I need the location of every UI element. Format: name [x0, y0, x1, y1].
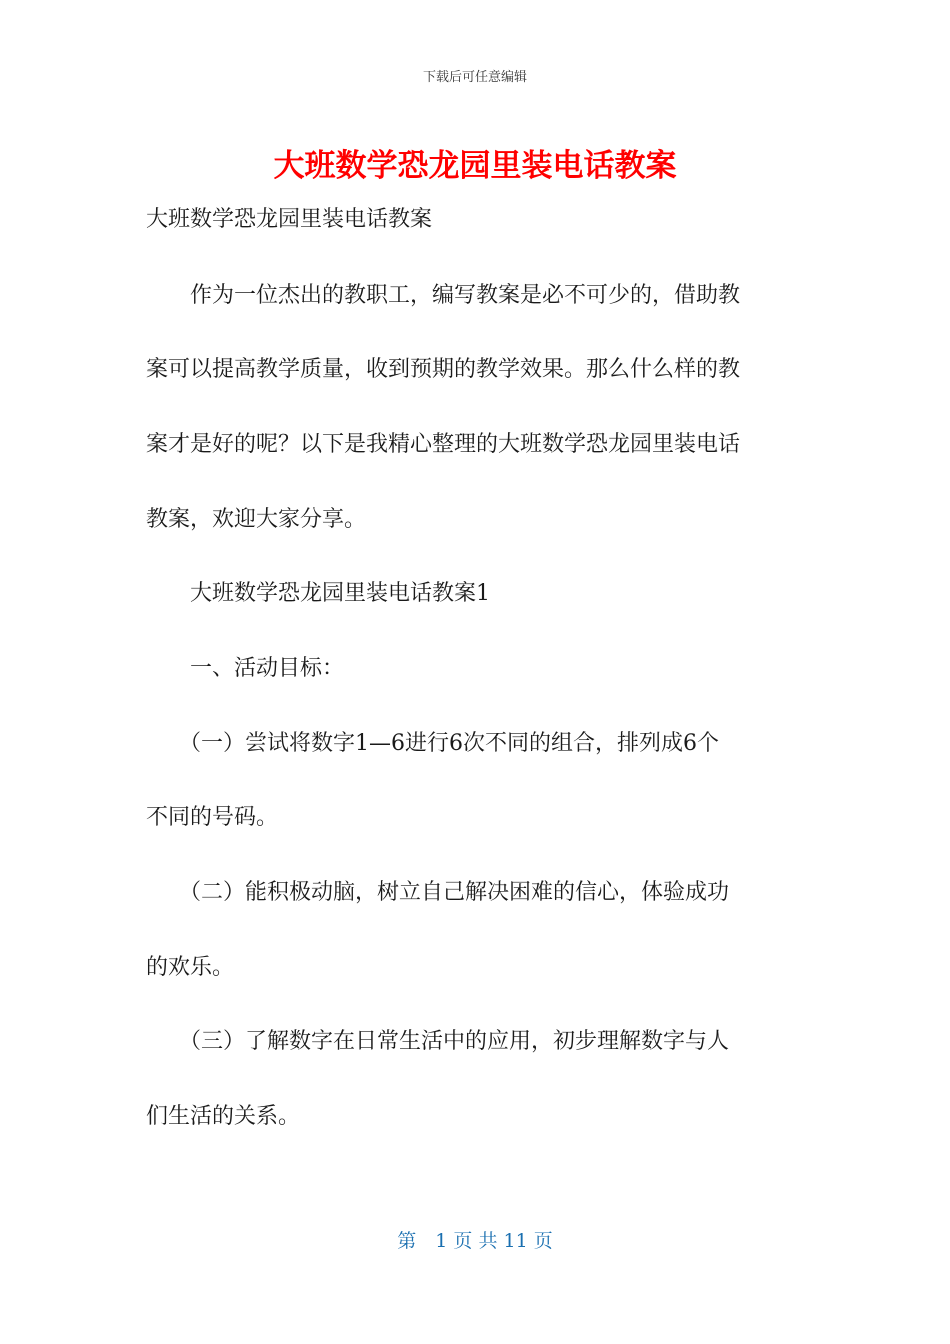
page-header-note: 下载后可任意编辑: [422, 70, 527, 85]
document-title: 大班数学恐龙园里装电话教案: [273, 148, 677, 184]
body-line-intro-2: 案可以提高教学质量，收到预期的教学效果。那么什么样的教: [146, 357, 741, 382]
goal-2-line-1: （二）能积极动脑，树立自己解决困难的信心，体验成功: [146, 880, 730, 905]
body-line-intro-4: 教案，欢迎大家分享。: [146, 507, 367, 532]
body-line-intro-3: 案才是好的呢？以下是我精心整理的大班数学恐龙园里装电话: [146, 432, 741, 457]
subsection-heading: 一、活动目标：: [146, 656, 345, 681]
goal-2-line-2: 的欢乐。: [146, 955, 235, 980]
body-line-subtitle: 大班数学恐龙园里装电话教案: [146, 207, 433, 232]
body-line-intro-1: 作为一位杰出的教职工，编写教案是必不可少的，借助教: [146, 283, 741, 308]
goal-1-line-2: 不同的号码。: [146, 805, 279, 830]
goal-3-line-2: 们生活的关系。: [146, 1104, 301, 1129]
page-number-footer: 第 1 页 共 11 页: [397, 1230, 553, 1252]
goal-3-line-1: （三）了解数字在日常生活中的应用，初步理解数字与人: [146, 1029, 730, 1054]
section-heading: 大班数学恐龙园里装电话教案1: [146, 581, 490, 606]
goal-1-line-1: （一）尝试将数字1—6进行6次不同的组合，排列成6个: [146, 731, 719, 756]
